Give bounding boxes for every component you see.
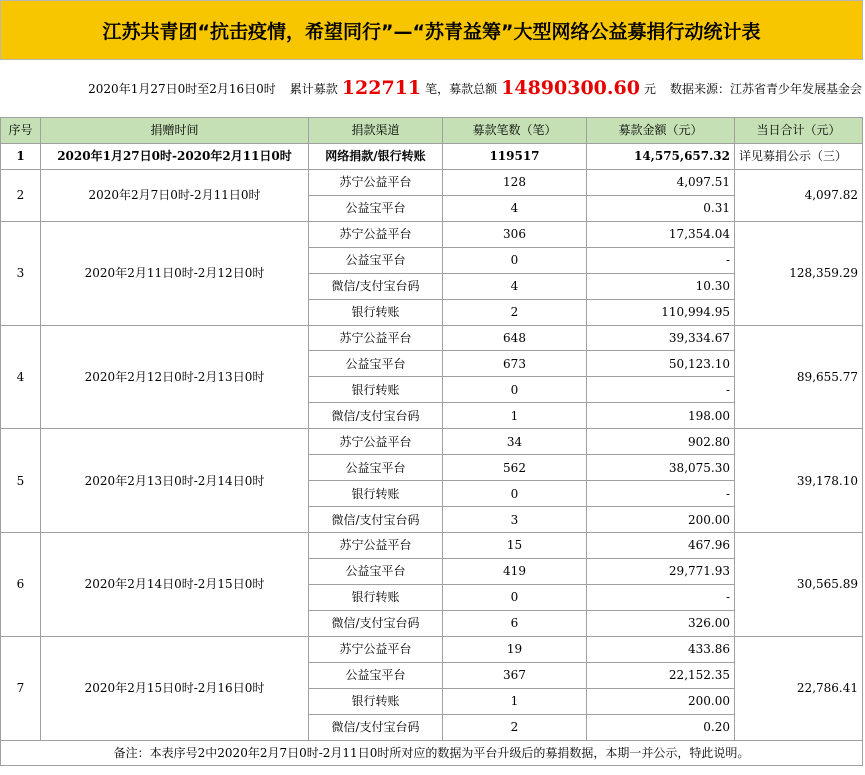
table-row (1, 169, 863, 195)
cell-channel: 公益宝平台 (309, 455, 443, 481)
summary-count-unit: 笔，募款总额 (425, 81, 498, 96)
summary-period: 2020年1月27日0时至2月16日0时 (88, 81, 276, 96)
cell-channel: 公益宝平台 (309, 351, 443, 377)
note-row (1, 740, 863, 766)
cell-amount: 22,152.35 (587, 662, 735, 688)
cell-daily-total: 39,178.10 (735, 429, 863, 533)
summary-amount-value: 14890300.60 (501, 77, 640, 99)
cell-amount: 14,575,657.32 (587, 143, 735, 169)
summary-count-label: 累计募款 (289, 81, 338, 96)
cell-daily-total: 详见募捐公示（三） (735, 143, 863, 169)
cell-daily-total: 89,655.77 (735, 325, 863, 429)
cell-count: 4 (443, 273, 587, 299)
summary-count-value: 122711 (341, 77, 422, 99)
cell-amount: 10.30 (587, 273, 735, 299)
cell-amount: 326.00 (587, 610, 735, 636)
cell-count: 0 (443, 247, 587, 273)
cell-channel: 银行转账 (309, 481, 443, 507)
cell-daily-total: 22,786.41 (735, 636, 863, 740)
header-time: 捐赠时间 (41, 118, 309, 144)
cell-channel: 公益宝平台 (309, 558, 443, 584)
cell-time: 2020年2月15日0时-2月16日0时 (41, 636, 309, 740)
cell-time: 2020年2月14日0时-2月15日0时 (41, 533, 309, 637)
cell-count: 306 (443, 221, 587, 247)
cell-no: 3 (1, 221, 41, 325)
cell-count: 419 (443, 558, 587, 584)
cell-count: 0 (443, 377, 587, 403)
cell-channel: 微信/支付宝台码 (309, 610, 443, 636)
cell-no: 4 (1, 325, 41, 429)
header-channel: 捐款渠道 (309, 118, 443, 144)
cell-count: 1 (443, 688, 587, 714)
table-row (1, 325, 863, 351)
header-no: 序号 (1, 118, 41, 144)
summary-line (0, 60, 862, 116)
cell-amount: 0.31 (587, 195, 735, 221)
cell-amount: 200.00 (587, 688, 735, 714)
cell-count: 0 (443, 584, 587, 610)
cell-channel: 微信/支付宝台码 (309, 714, 443, 740)
header-count: 募款笔数（笔） (443, 118, 587, 144)
table-row (1, 143, 863, 169)
sheet-title: 江苏共青团“抗击疫情，希望同行”—“苏青益筹”大型网络公益募捐行动统计表 (0, 0, 863, 60)
cell-amount: 17,354.04 (587, 221, 735, 247)
cell-no: 2 (1, 169, 41, 221)
cell-time: 2020年2月12日0时-2月13日0时 (41, 325, 309, 429)
cell-amount: 39,334.67 (587, 325, 735, 351)
cell-time: 2020年1月27日0时-2020年2月11日0时 (41, 143, 309, 169)
table-row (1, 221, 863, 247)
cell-amount: 4,097.51 (587, 169, 735, 195)
cell-channel: 苏宁公益平台 (309, 429, 443, 455)
donation-table (0, 117, 863, 766)
cell-amount: 902.80 (587, 429, 735, 455)
cell-amount: 200.00 (587, 507, 735, 533)
cell-count: 2 (443, 299, 587, 325)
cell-amount: 467.96 (587, 533, 735, 559)
header-row (1, 118, 863, 144)
note-text: 备注：本表序号2中2020年2月7日0时-2月11日0时所对应的数据为平台升级后的募捐数据，本期一并公示，特此说明。 (1, 740, 863, 766)
cell-count: 673 (443, 351, 587, 377)
cell-time: 2020年2月13日0时-2月14日0时 (41, 429, 309, 533)
cell-count: 648 (443, 325, 587, 351)
cell-channel: 网络捐款/银行转账 (309, 143, 443, 169)
cell-amount: - (587, 481, 735, 507)
cell-channel: 微信/支付宝台码 (309, 403, 443, 429)
table-row (1, 636, 863, 662)
cell-channel: 苏宁公益平台 (309, 221, 443, 247)
cell-amount: 433.86 (587, 636, 735, 662)
cell-count: 0 (443, 481, 587, 507)
cell-amount: 50,123.10 (587, 351, 735, 377)
cell-time: 2020年2月11日0时-2月12日0时 (41, 221, 309, 325)
cell-amount: 0.20 (587, 714, 735, 740)
cell-count: 6 (443, 610, 587, 636)
cell-amount: 38,075.30 (587, 455, 735, 481)
cell-amount: - (587, 584, 735, 610)
cell-channel: 公益宝平台 (309, 195, 443, 221)
cell-daily-total: 128,359.29 (735, 221, 863, 325)
cell-channel: 苏宁公益平台 (309, 169, 443, 195)
cell-daily-total: 30,565.89 (735, 533, 863, 637)
cell-amount: 110,994.95 (587, 299, 735, 325)
header-daily-total: 当日合计（元） (735, 118, 863, 144)
cell-count: 15 (443, 533, 587, 559)
cell-channel: 银行转账 (309, 299, 443, 325)
cell-count: 128 (443, 169, 587, 195)
cell-count: 34 (443, 429, 587, 455)
cell-count: 19 (443, 636, 587, 662)
cell-no: 6 (1, 533, 41, 637)
cell-count: 367 (443, 662, 587, 688)
cell-channel: 苏宁公益平台 (309, 533, 443, 559)
cell-count: 562 (443, 455, 587, 481)
cell-amount: 29,771.93 (587, 558, 735, 584)
cell-time: 2020年2月7日0时-2月11日0时 (41, 169, 309, 221)
cell-no: 7 (1, 636, 41, 740)
cell-count: 2 (443, 714, 587, 740)
cell-channel: 微信/支付宝台码 (309, 507, 443, 533)
cell-no: 5 (1, 429, 41, 533)
cell-channel: 公益宝平台 (309, 247, 443, 273)
cell-channel: 银行转账 (309, 584, 443, 610)
cell-channel: 苏宁公益平台 (309, 636, 443, 662)
cell-channel: 公益宝平台 (309, 662, 443, 688)
cell-channel: 微信/支付宝台码 (309, 273, 443, 299)
summary-amount-unit: 元 (643, 81, 656, 96)
cell-no: 1 (1, 143, 41, 169)
summary-source: 数据来源：江苏省青少年发展基金会 (669, 81, 862, 96)
cell-count: 1 (443, 403, 587, 429)
cell-channel: 苏宁公益平台 (309, 325, 443, 351)
cell-amount: 198.00 (587, 403, 735, 429)
cell-count: 3 (443, 507, 587, 533)
cell-amount: - (587, 377, 735, 403)
cell-count: 4 (443, 195, 587, 221)
cell-amount: - (587, 247, 735, 273)
cell-channel: 银行转账 (309, 688, 443, 714)
cell-count: 119517 (443, 143, 587, 169)
table-row (1, 533, 863, 559)
header-amount: 募款金额（元） (587, 118, 735, 144)
cell-daily-total: 4,097.82 (735, 169, 863, 221)
cell-channel: 银行转账 (309, 377, 443, 403)
table-row (1, 429, 863, 455)
